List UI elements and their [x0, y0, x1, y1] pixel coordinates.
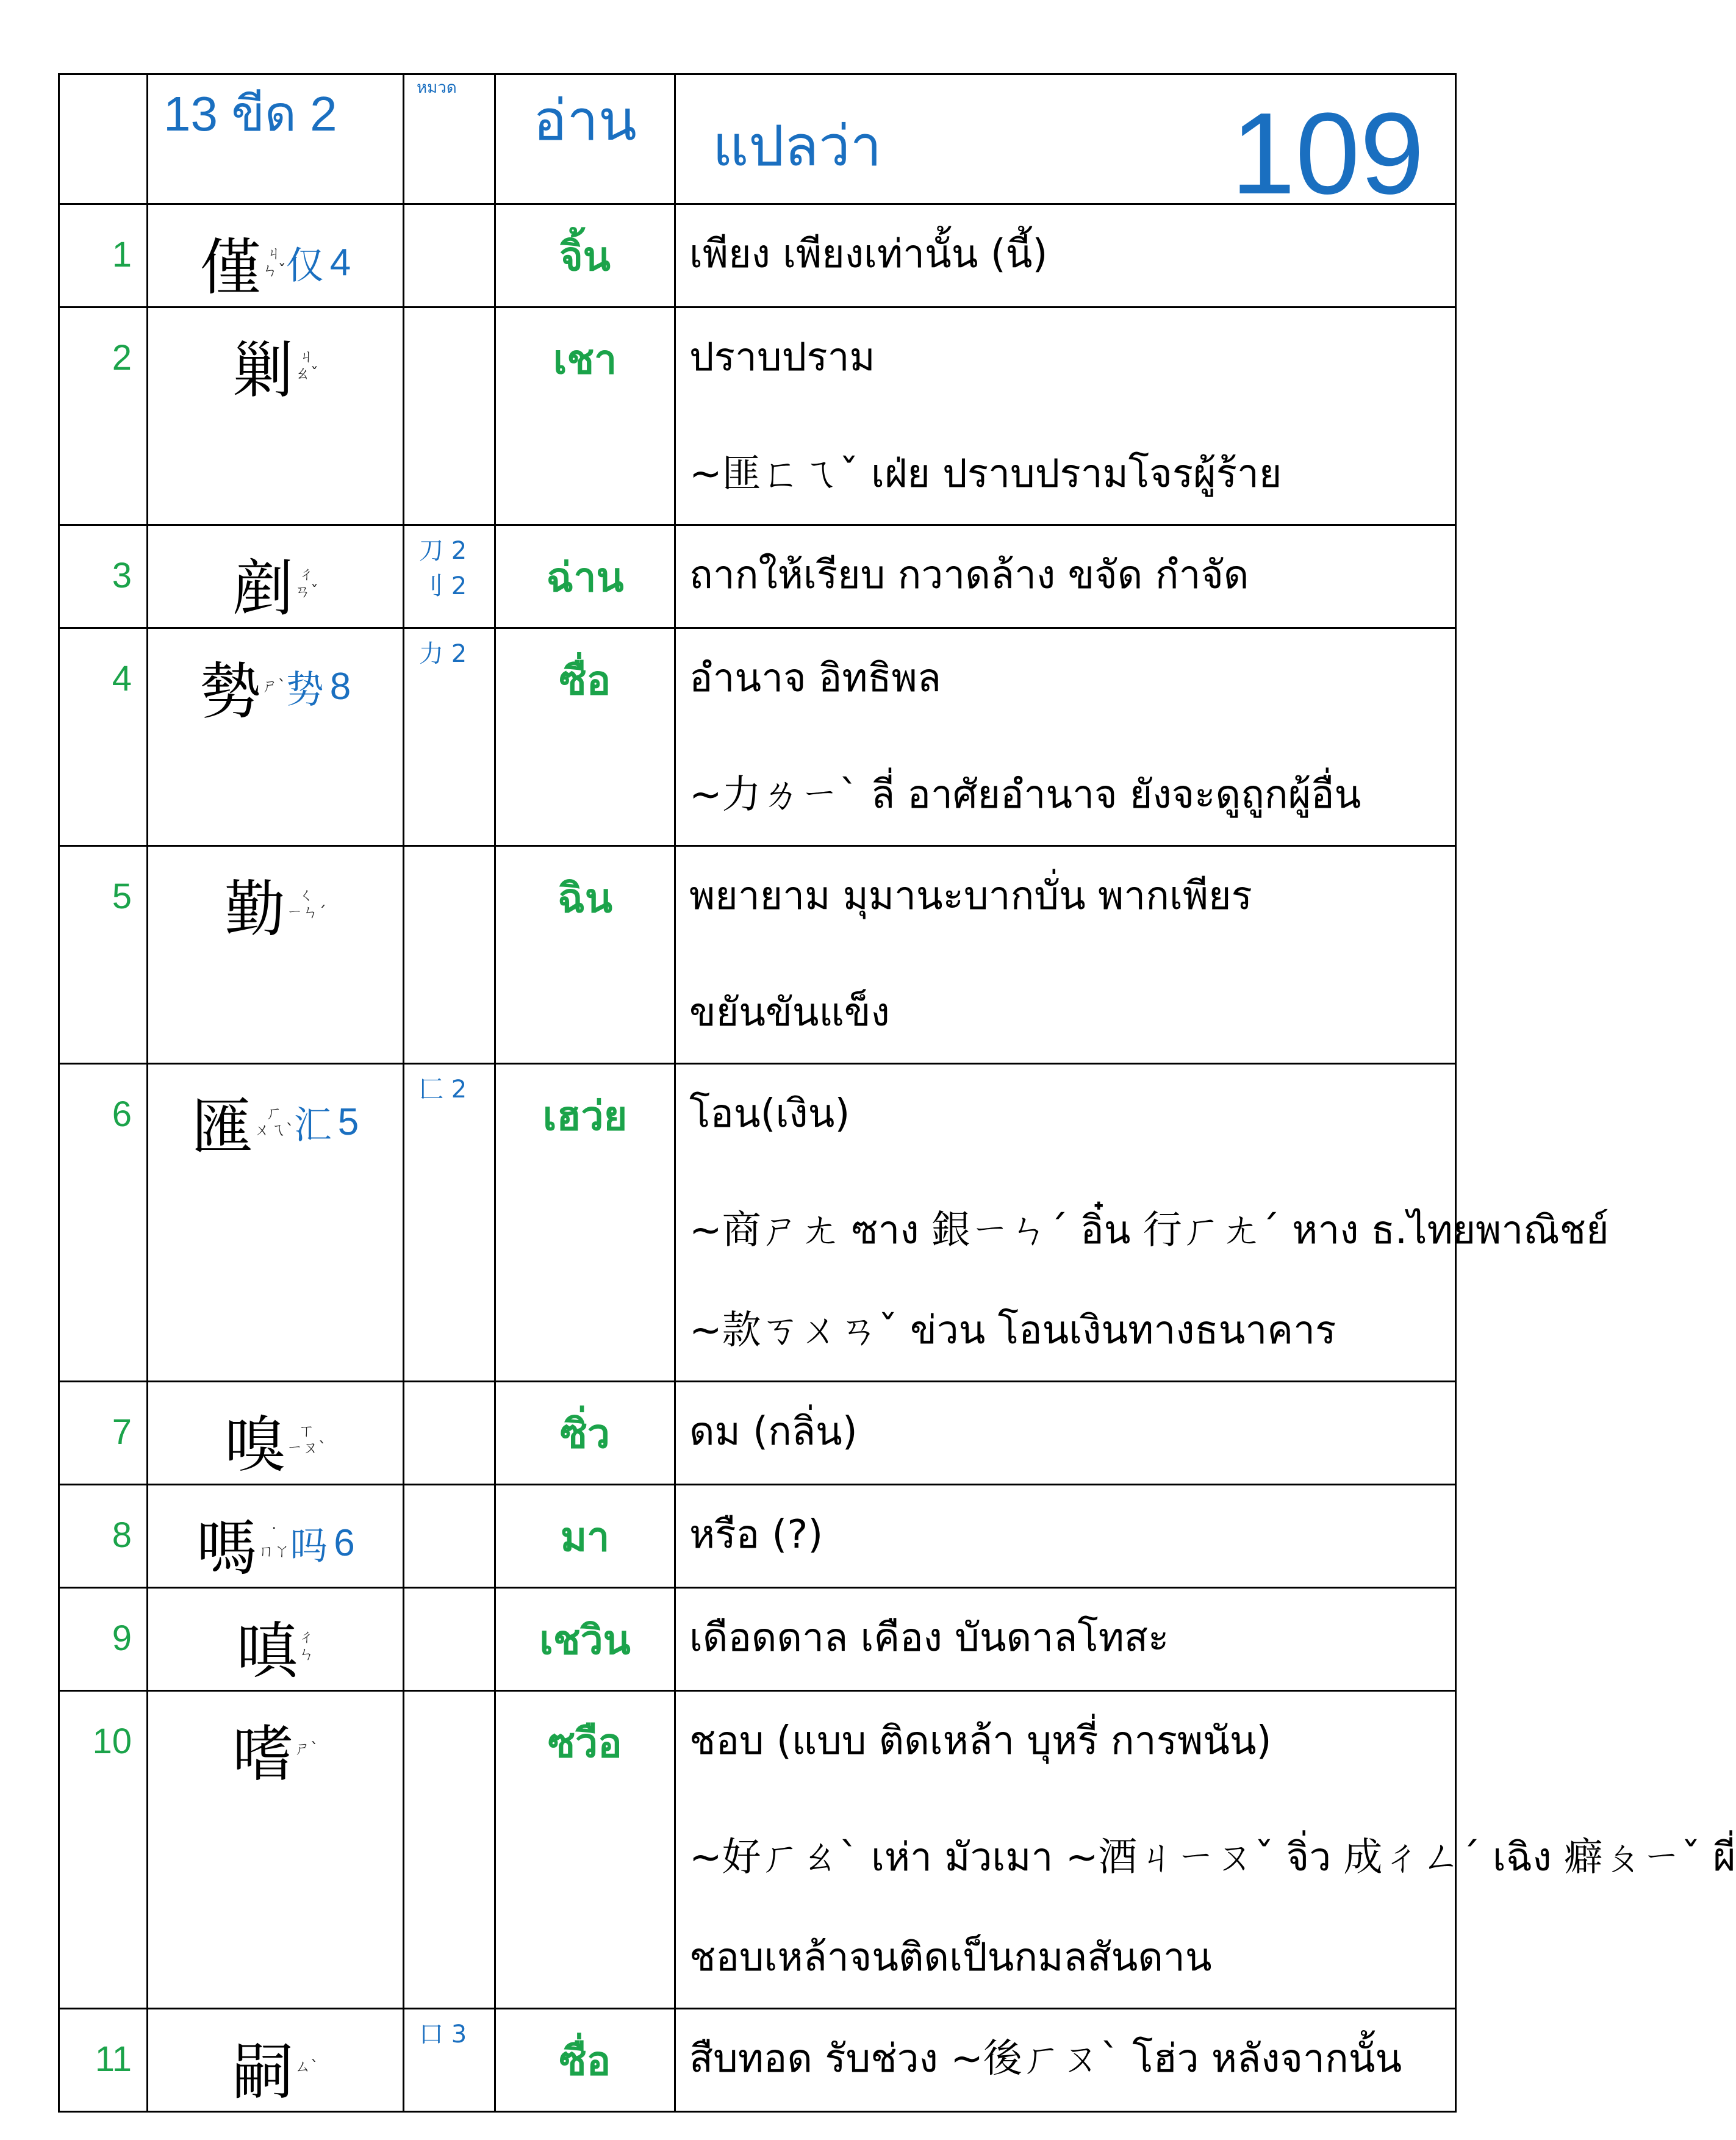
entry-meaning-line: ดม (กลิ่น)	[689, 1409, 858, 1454]
entry-hanzi: 嗔	[236, 1615, 298, 1687]
entry-row	[59, 307, 1456, 525]
entry-meaning-line: พยายาม มุมานะบากบั่น พากเพียร	[689, 874, 1252, 919]
header-reading-label: อ่าน	[495, 74, 675, 204]
entry-radical: 匚 2	[404, 1064, 495, 1382]
entry-reading: เชวิน	[495, 1588, 675, 1691]
entry-meaning-line: ~力ㄌㄧˋ ลี่ อาศัยอำนาจ ยังจะดูถูกผู้อื่น	[689, 772, 1361, 817]
entry-bopomofo: ㄏ ㄨㄟˋ	[254, 1104, 294, 1140]
entry-meaning-line: ~款ㄎㄨㄢˇ ข่วน โอนเงินทางธนาคาร	[689, 1308, 1336, 1353]
entry-row	[59, 1691, 1456, 2009]
header-meaning-cell	[675, 74, 1456, 218]
entry-reading: ซื่อ	[495, 628, 675, 846]
entry-bopomofo: ㄔ ㄣ	[298, 1628, 315, 1664]
entry-meaning-line: ~好ㄏㄠˋ เห่า มัวเมา ~酒ㄐㄧㄡˇ จิ่ว 成ㄔㄥˊ เฉิง 癖ㄆㄧˇ ผี่	[689, 1835, 1736, 1880]
entry-character-cell	[148, 307, 404, 525]
entry-meaning-line: ~商ㄕㄤ ซาง 銀ㄧㄣˊ อิ๋น 行ㄏㄤˊ หาง ธ.ไทยพาณิชย์	[689, 1208, 1609, 1253]
entry-character-cell	[148, 2009, 404, 2112]
entry-bopomofo: ㄑ ㄧㄣˊ	[286, 886, 326, 922]
entry-simplified: 汇	[293, 1102, 332, 1147]
entry-character-cell	[148, 1382, 404, 1485]
entry-radical	[404, 1382, 495, 1485]
entry-character-cell	[148, 1064, 404, 1382]
entry-meaning-line: สืบทอด รับช่วง ~後ㄏㄡˋ โฮ่ว หลังจากนั้น	[689, 2036, 1402, 2081]
entry-meaning-line: ชอบเหล้าจนติดเป็นกมลสันดาน	[689, 1935, 1212, 1980]
entry-bopomofo: ㄕˋ	[294, 1740, 318, 1758]
entry-hanzi: 嗅	[224, 1409, 285, 1481]
entry-number: 4	[59, 628, 148, 846]
entry-meaning-cell	[675, 307, 1456, 525]
entry-number: 2	[59, 307, 148, 525]
entry-number: 5	[59, 846, 148, 1064]
entry-bopomofo: ㄒ ㄧㄡˋ	[286, 1422, 326, 1457]
entry-reading: เชา	[495, 307, 675, 525]
entry-meaning-line: โอน(เงิน)	[689, 1091, 850, 1136]
entry-hanzi: 勢	[199, 656, 261, 727]
entry-number: 9	[59, 1588, 148, 1691]
entry-meaning-cell	[675, 1064, 1609, 1382]
entry-character-cell	[148, 1485, 404, 1588]
entry-reading: ฉิน	[495, 846, 675, 1064]
entry-number: 10	[59, 1691, 148, 2009]
entry-row	[59, 1588, 1456, 1691]
entry-meaning-line: อำนาจ อิทธิพล	[689, 656, 941, 701]
entry-simplified: 仅	[285, 243, 324, 288]
entry-character-cell	[148, 1691, 404, 2009]
entry-bopomofo: ㄕˋ	[262, 677, 286, 695]
entry-radical	[404, 204, 495, 307]
entry-character-cell	[148, 628, 404, 846]
entry-number: 6	[59, 1064, 148, 1382]
entry-radical: 力 2	[404, 628, 495, 846]
entry-number: 3	[59, 525, 148, 628]
entry-radical	[404, 1588, 495, 1691]
entry-stroke-count: 4	[329, 241, 351, 284]
entry-meaning-cell	[675, 1485, 1456, 1588]
entry-bopomofo: ㄙˋ	[294, 2058, 318, 2076]
entry-character-cell	[148, 525, 404, 628]
entry-stroke-count: 5	[337, 1101, 359, 1143]
entry-meaning-cell	[675, 2009, 1456, 2112]
entry-reading: ซวือ	[495, 1691, 675, 2009]
entry-row	[59, 628, 1456, 846]
entry-reading: ฉ่าน	[495, 525, 675, 628]
entry-radical: 口 3	[404, 2009, 495, 2112]
entry-row	[59, 1382, 1456, 1485]
entry-hanzi: 嗎	[196, 1512, 257, 1584]
entry-bopomofo: ㄐ ㄠˇ	[294, 348, 318, 383]
entry-hanzi: 嗣	[232, 2036, 293, 2108]
entry-bopomofo: ㄐ ㄣˇ	[262, 245, 286, 280]
entry-row	[59, 525, 1456, 628]
entry-radical: 刀 2 刂 2	[404, 525, 495, 628]
entry-meaning-cell	[675, 846, 1456, 1064]
entry-hanzi: 僅	[199, 232, 261, 303]
entry-hanzi: 剷	[232, 553, 293, 624]
entry-radical	[404, 307, 495, 525]
entry-meaning-line: ชอบ (แบบ ติดเหล้า บุหรี่ การพนัน)	[689, 1718, 1272, 1764]
entry-simplified: 吗	[290, 1523, 328, 1568]
entry-reading: ซื่อ	[495, 2009, 675, 2112]
entry-meaning-cell	[675, 1382, 1456, 1485]
entry-bopomofo: ˙ ㄇㄚ	[258, 1525, 290, 1560]
entry-meaning-line: ขยันขันแข็ง	[689, 990, 890, 1035]
entry-hanzi: 勤	[224, 874, 285, 945]
entry-meaning-cell	[675, 1691, 1736, 2009]
entry-character-cell	[148, 1588, 404, 1691]
entry-hanzi: 匯	[192, 1091, 253, 1163]
entry-meaning-line: หรือ (?)	[689, 1512, 823, 1557]
header-row	[59, 74, 1456, 204]
header-radical-label: หมวด	[404, 74, 495, 204]
entry-character-cell	[148, 204, 404, 307]
entry-meaning-cell	[675, 628, 1456, 846]
entry-meaning-line: ~匪ㄈㄟˇ เฝ่ย ปราบปรามโจรผู้ร้าย	[689, 451, 1282, 497]
header-number-cell	[59, 74, 148, 204]
entry-character-cell	[148, 846, 404, 1064]
entry-radical	[404, 846, 495, 1064]
header-title: 13 ขีด 2	[148, 74, 404, 204]
entry-reading: ซิ่ว	[495, 1382, 675, 1485]
entry-bopomofo: ㄔ ㄢˇ	[294, 566, 318, 601]
entry-number: 7	[59, 1382, 148, 1485]
header-meaning-label: แปลว่า	[712, 113, 882, 179]
entry-reading: จิ้น	[495, 204, 675, 307]
entry-stroke-count: 8	[329, 665, 351, 708]
entry-number: 11	[59, 2009, 148, 2112]
entry-meaning-line: ปราบปราม	[689, 335, 875, 380]
entry-radical	[404, 1485, 495, 1588]
entry-meaning-line: เพียง เพียงเท่านั้น (นี้)	[689, 232, 1048, 277]
entry-row	[59, 1485, 1456, 1588]
entry-number: 8	[59, 1485, 148, 1588]
entry-meaning-line: เดือดดาล เคือง บันดาลโทสะ	[689, 1615, 1169, 1661]
entry-simplified: 势	[285, 667, 324, 712]
entry-row	[59, 846, 1456, 1064]
entry-radical	[404, 1691, 495, 2009]
entry-meaning-cell	[675, 525, 1456, 628]
entry-row	[59, 2009, 1456, 2112]
entry-meaning-line: ถากให้เรียบ กวาดล้าง ขจัด กำจัด	[689, 553, 1249, 598]
page-number: 109	[1230, 89, 1424, 218]
entry-reading: เฮว่ย	[495, 1064, 675, 1382]
entry-reading: มา	[495, 1485, 675, 1588]
entry-hanzi: 剿	[232, 335, 293, 406]
entry-hanzi: 嗜	[232, 1718, 293, 1790]
entry-number: 1	[59, 204, 148, 307]
entry-row	[59, 1064, 1456, 1382]
dictionary-table	[58, 73, 1736, 2113]
entry-stroke-count: 6	[334, 1521, 355, 1564]
entry-meaning-cell	[675, 1588, 1456, 1691]
